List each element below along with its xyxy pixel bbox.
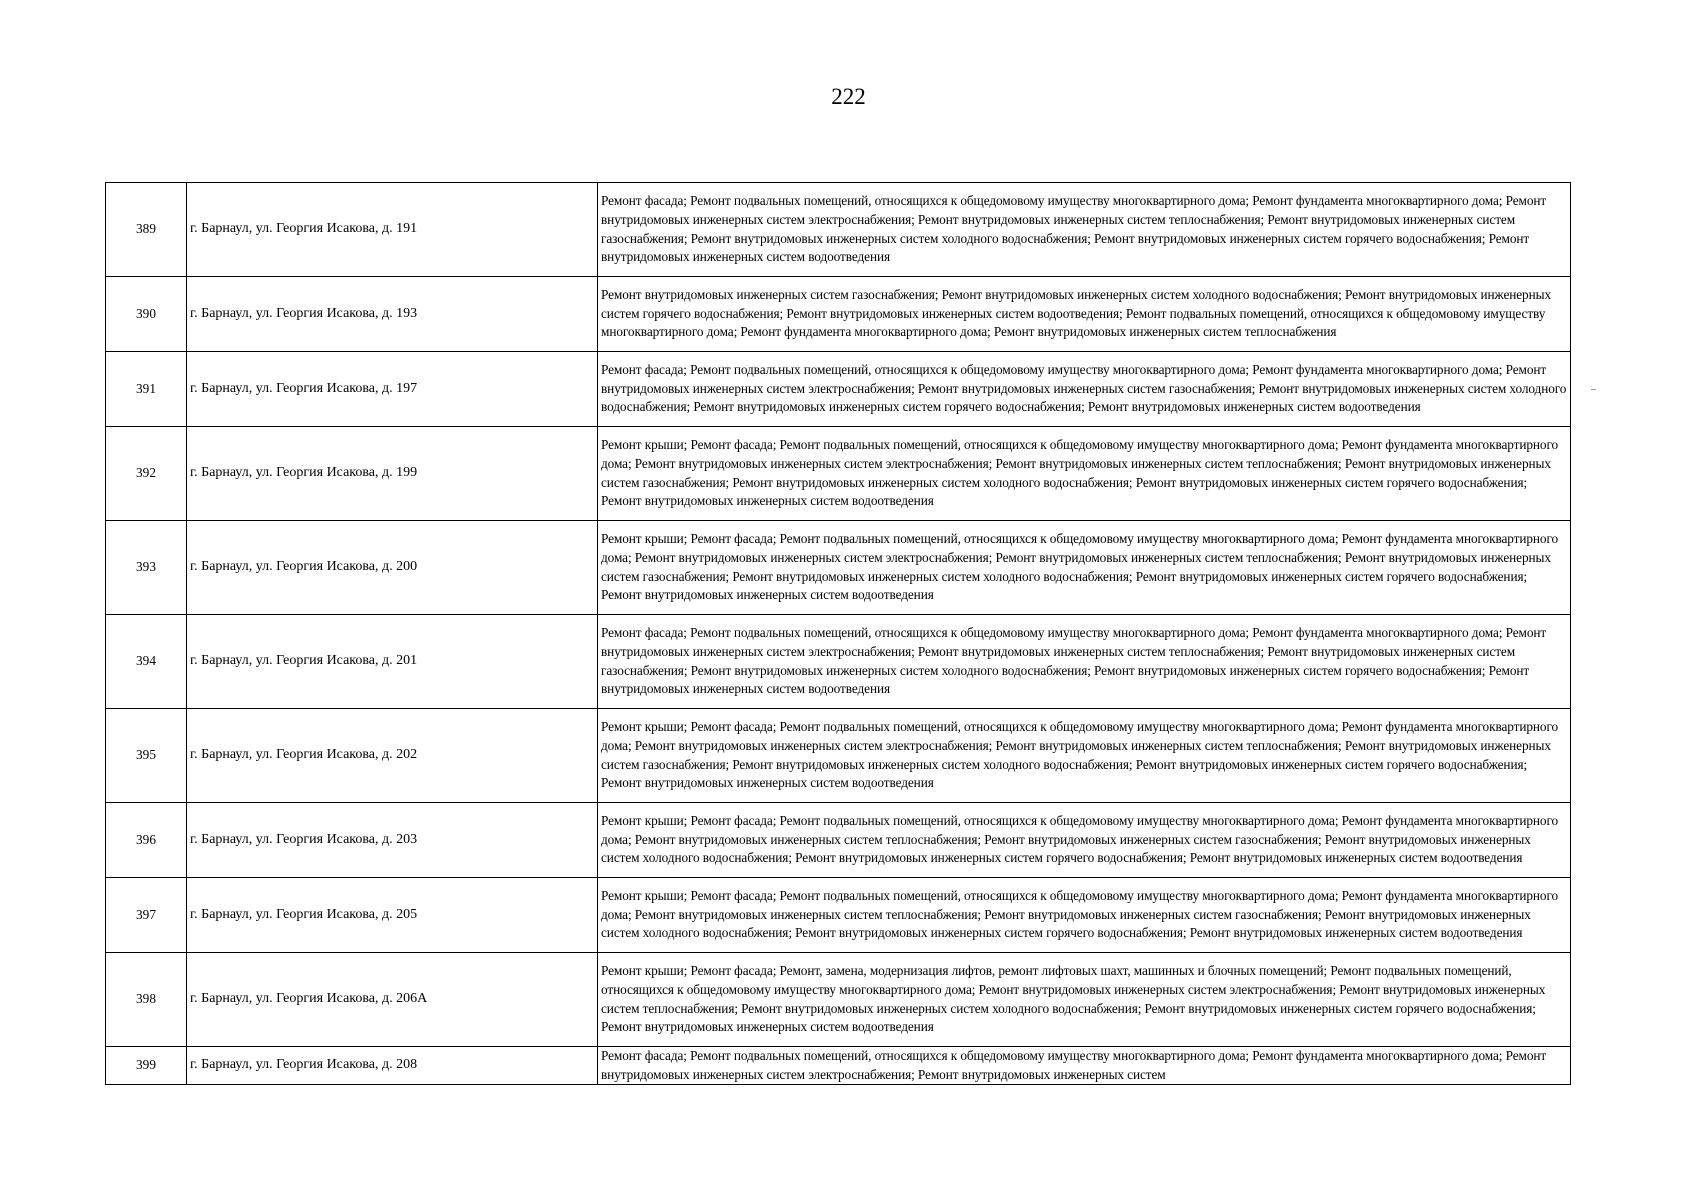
row-number: 398 <box>106 953 187 1047</box>
row-number: 395 <box>106 709 187 803</box>
row-address: г. Барнаул, ул. Георгия Исакова, д. 200 <box>187 521 598 615</box>
row-works: Ремонт крыши; Ремонт фасада; Ремонт подвальных помещений, относящихся к общедомовому имуществу многоквартирного дома; Ремонт фундамента многоквартирного дома; Ремонт внутридомовых инженерных систем электроснабжения; Ремонт внутридомовых инженерных систем теплоснабжения; Ремонт внутридомовых инженерных систем газоснабжения; Ремонт внутридомовых инженерных систем холодного водоснабжения; Ремонт внутридомовых инженерных систем горячего водоснабжения; Ремонт внутридомовых инженерных систем водоотведения <box>598 709 1571 803</box>
row-address: г. Барнаул, ул. Георгия Исакова, д. 191 <box>187 183 598 277</box>
row-address: г. Барнаул, ул. Георгия Исакова, д. 193 <box>187 277 598 352</box>
row-works: Ремонт крыши; Ремонт фасада; Ремонт подвальных помещений, относящихся к общедомовому имуществу многоквартирного дома; Ремонт фундамента многоквартирного дома; Ремонт внутридомовых инженерных систем электроснабжения; Ремонт внутридомовых инженерных систем теплоснабжения; Ремонт внутридомовых инженерных систем газоснабжения; Ремонт внутридомовых инженерных систем холодного водоснабжения; Ремонт внутридомовых инженерных систем горячего водоснабжения; Ремонт внутридомовых инженерных систем водоотведения <box>598 521 1571 615</box>
row-works: Ремонт крыши; Ремонт фасада; Ремонт подвальных помещений, относящихся к общедомовому имуществу многоквартирного дома; Ремонт фундамента многоквартирного дома; Ремонт внутридомовых инженерных систем электроснабжения; Ремонт внутридомовых инженерных систем теплоснабжения; Ремонт внутридомовых инженерных систем газоснабжения; Ремонт внутридомовых инженерных систем холодного водоснабжения; Ремонт внутридомовых инженерных систем горячего водоснабжения; Ремонт внутридомовых инженерных систем водоотведения <box>598 427 1571 521</box>
row-address: г. Барнаул, ул. Георгия Исакова, д. 201 <box>187 615 598 709</box>
table-row <box>106 615 1571 709</box>
row-number: 392 <box>106 427 187 521</box>
row-address: г. Барнаул, ул. Георгия Исакова, д. 202 <box>187 709 598 803</box>
row-number: 396 <box>106 803 187 878</box>
row-number: 397 <box>106 878 187 953</box>
row-number: 393 <box>106 521 187 615</box>
margin-mark <box>1591 389 1596 390</box>
row-address: г. Барнаул, ул. Георгия Исакова, д. 205 <box>187 878 598 953</box>
row-address: г. Барнаул, ул. Георгия Исакова, д. 203 <box>187 803 598 878</box>
row-address: г. Барнаул, ул. Георгия Исакова, д. 206А <box>187 953 598 1047</box>
table-row <box>106 352 1571 427</box>
row-works: Ремонт фасада; Ремонт подвальных помещений, относящихся к общедомовому имуществу многоквартирного дома; Ремонт фундамента многоквартирного дома; Ремонт внутридомовых инженерных систем электроснабжения; Ремонт внутридомовых инженерных систем <box>598 1047 1571 1085</box>
row-works: Ремонт фасада; Ремонт подвальных помещений, относящихся к общедомовому имуществу многоквартирного дома; Ремонт фундамента многоквартирного дома; Ремонт внутридомовых инженерных систем электроснабжения; Ремонт внутридомовых инженерных систем теплоснабжения; Ремонт внутридомовых инженерных систем газоснабжения; Ремонт внутридомовых инженерных систем холодного водоснабжения; Ремонт внутридомовых инженерных систем горячего водоснабжения; Ремонт внутридомовых инженерных систем водоотведения <box>598 183 1571 277</box>
table-row <box>106 953 1571 1047</box>
row-works: Ремонт крыши; Ремонт фасада; Ремонт, замена, модернизация лифтов, ремонт лифтовых шахт, машинных и блочных помещений; Ремонт подвальных помещений, относящихся к общедомовому имуществу многоквартирного дома; Ремонт внутридомовых инженерных систем электроснабжения; Ремонт внутридомовых инженерных систем теплоснабжения; Ремонт внутридомовых инженерных систем холодного водоснабжения; Ремонт внутридомовых инженерных систем горячего водоснабжения; Ремонт внутридомовых инженерных систем водоотведения <box>598 953 1571 1047</box>
row-number: 391 <box>106 352 187 427</box>
row-address: г. Барнаул, ул. Георгия Исакова, д. 197 <box>187 352 598 427</box>
table-row <box>106 803 1571 878</box>
table-row <box>106 183 1571 277</box>
row-number: 399 <box>106 1047 187 1085</box>
table-row <box>106 277 1571 352</box>
row-works: Ремонт крыши; Ремонт фасада; Ремонт подвальных помещений, относящихся к общедомовому имуществу многоквартирного дома; Ремонт фундамента многоквартирного дома; Ремонт внутридомовых инженерных систем теплоснабжения; Ремонт внутридомовых инженерных систем газоснабжения; Ремонт внутридомовых инженерных систем холодного водоснабжения; Ремонт внутридомовых инженерных систем горячего водоснабжения; Ремонт внутридомовых инженерных систем водоотведения <box>598 803 1571 878</box>
table-row <box>106 521 1571 615</box>
row-works: Ремонт фасада; Ремонт подвальных помещений, относящихся к общедомовому имуществу многоквартирного дома; Ремонт фундамента многоквартирного дома; Ремонт внутридомовых инженерных систем электроснабжения; Ремонт внутридомовых инженерных систем газоснабжения; Ремонт внутридомовых инженерных систем холодного водоснабжения; Ремонт внутридомовых инженерных систем горячего водоснабжения; Ремонт внутридомовых инженерных систем водоотведения <box>598 352 1571 427</box>
table-row <box>106 1047 1571 1085</box>
page-number: 222 <box>831 84 866 109</box>
row-works: Ремонт крыши; Ремонт фасада; Ремонт подвальных помещений, относящихся к общедомовому имуществу многоквартирного дома; Ремонт фундамента многоквартирного дома; Ремонт внутридомовых инженерных систем теплоснабжения; Ремонт внутридомовых инженерных систем газоснабжения; Ремонт внутридомовых инженерных систем холодного водоснабжения; Ремонт внутридомовых инженерных систем горячего водоснабжения; Ремонт внутридомовых инженерных систем водоотведения <box>598 878 1571 953</box>
table-row <box>106 709 1571 803</box>
row-number: 394 <box>106 615 187 709</box>
row-number: 390 <box>106 277 187 352</box>
row-address: г. Барнаул, ул. Георгия Исакова, д. 208 <box>187 1047 598 1085</box>
houses-table <box>105 182 1571 1085</box>
table-row <box>106 878 1571 953</box>
row-works: Ремонт внутридомовых инженерных систем газоснабжения; Ремонт внутридомовых инженерных систем холодного водоснабжения; Ремонт внутридомовых инженерных систем горячего водоснабжения; Ремонт внутридомовых инженерных систем водоотведения; Ремонт подвальных помещений, относящихся к общедомовому имуществу многоквартирного дома; Ремонт фундамента многоквартирного дома; Ремонт внутридомовых инженерных систем теплоснабжения <box>598 277 1571 352</box>
row-works: Ремонт фасада; Ремонт подвальных помещений, относящихся к общедомовому имуществу многоквартирного дома; Ремонт фундамента многоквартирного дома; Ремонт внутридомовых инженерных систем электроснабжения; Ремонт внутридомовых инженерных систем теплоснабжения; Ремонт внутридомовых инженерных систем газоснабжения; Ремонт внутридомовых инженерных систем холодного водоснабжения; Ремонт внутридомовых инженерных систем горячего водоснабжения; Ремонт внутридомовых инженерных систем водоотведения <box>598 615 1571 709</box>
row-number: 389 <box>106 183 187 277</box>
row-address: г. Барнаул, ул. Георгия Исакова, д. 199 <box>187 427 598 521</box>
table-row <box>106 427 1571 521</box>
